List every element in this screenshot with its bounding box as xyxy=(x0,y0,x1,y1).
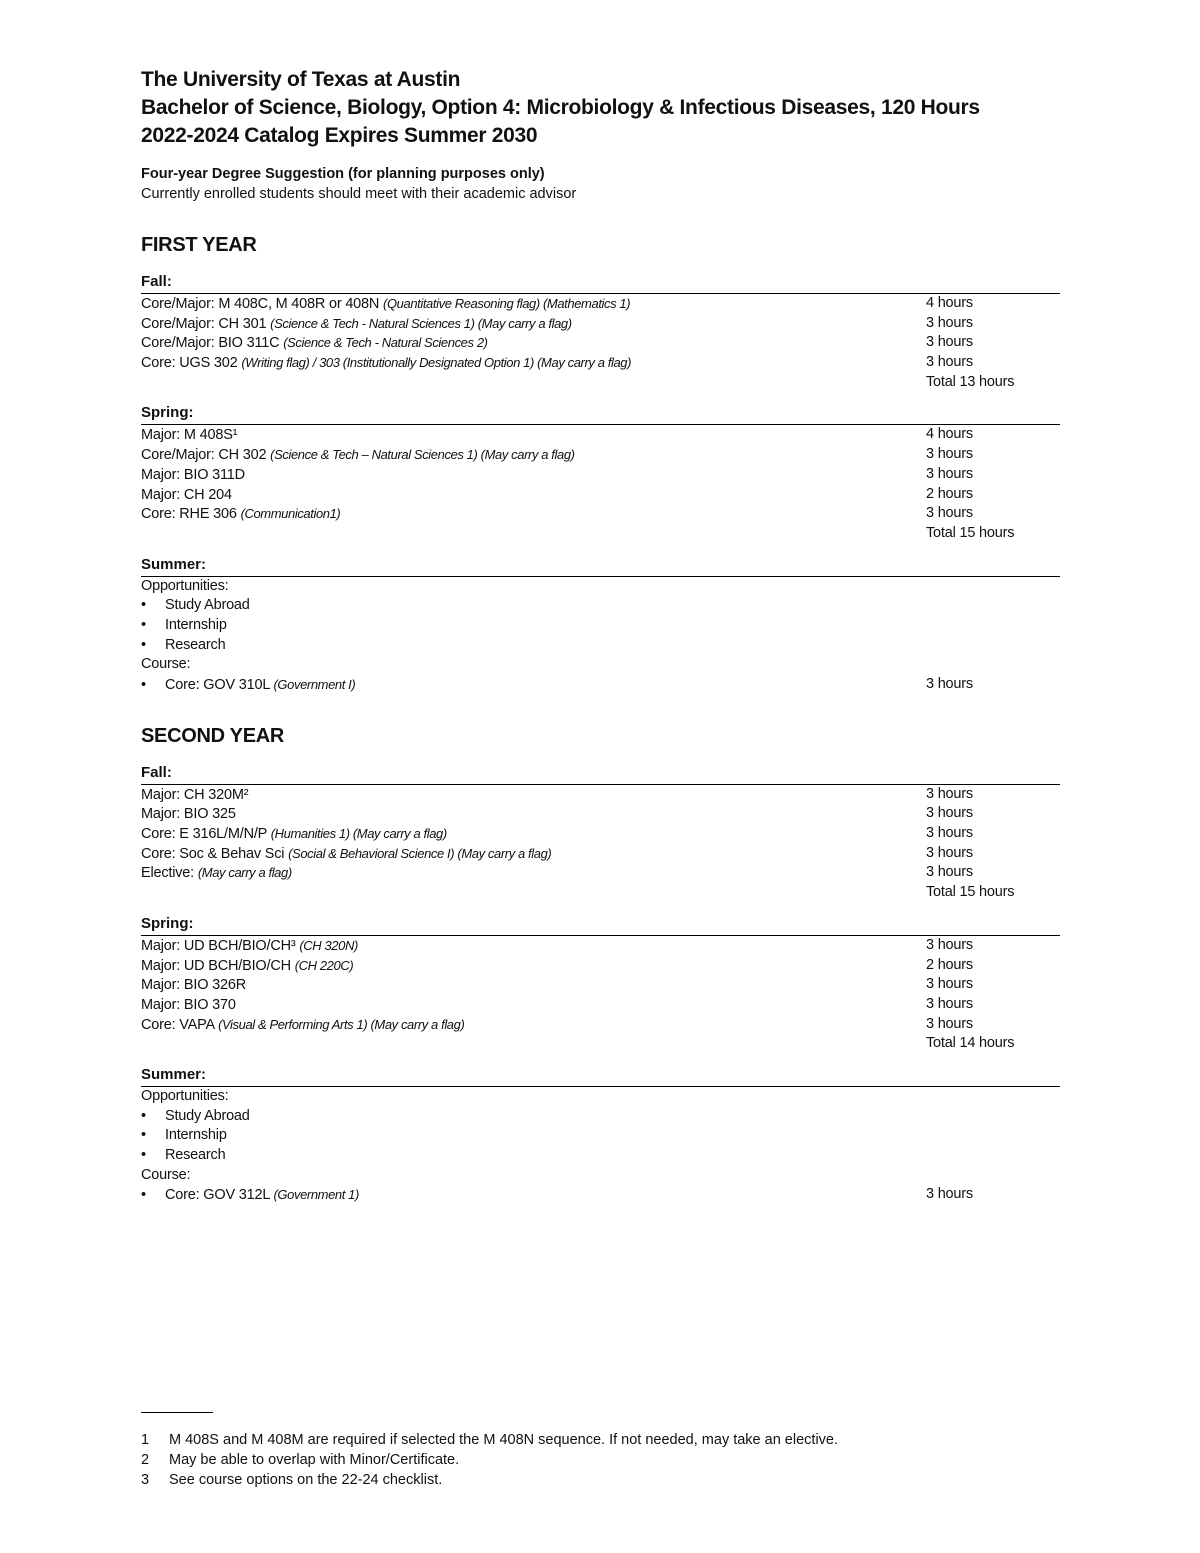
course-hours: 3 hours xyxy=(926,864,973,881)
course-name: Major: BIO 370 xyxy=(141,996,236,1013)
course-hours: 4 hours xyxy=(926,295,973,311)
course-name: Core/Major: BIO 311C xyxy=(141,335,284,352)
course-note: (Science & Tech – Natural Sciences 1) (May carry a flag) xyxy=(270,447,575,463)
term-heading: Spring: xyxy=(141,404,1060,425)
course-hours: 3 hours xyxy=(926,676,973,692)
course-hours: 3 hours xyxy=(926,936,973,953)
course-note: (Government I) xyxy=(273,677,356,692)
course-row xyxy=(141,804,1060,824)
course-name: Core: UGS 302 xyxy=(141,355,242,372)
term-heading: Fall: xyxy=(141,273,1060,294)
footnote xyxy=(141,1430,838,1450)
course-note: (May carry a flag) xyxy=(197,865,292,881)
footnote-number: 3 xyxy=(141,1472,150,1488)
course-row xyxy=(141,975,1060,995)
course-hours: 3 hours xyxy=(926,334,973,351)
course-row xyxy=(141,445,1060,465)
course-hours: 3 hours xyxy=(926,785,973,802)
course-hours: 3 hours xyxy=(926,805,973,822)
course-name: Elective: xyxy=(141,865,198,882)
course-row xyxy=(141,333,1060,353)
first-year-summer xyxy=(141,556,1060,695)
course-name: Core: Soc & Behav Sci xyxy=(141,845,289,862)
list-item: • Study Abroad xyxy=(141,596,1060,616)
second-year-heading: SECOND YEAR xyxy=(141,724,285,747)
term-total: Total 15 hours xyxy=(926,884,1015,901)
course-note: (Writing flag) / 303 (Institutionally Designated Option 1) (May carry a flag) xyxy=(241,355,632,371)
course-hours: 3 hours xyxy=(926,314,973,331)
second-year-summer xyxy=(141,1066,1060,1205)
footnote-text: May be able to overlap with Minor/Certificate. xyxy=(169,1452,460,1468)
course-hours: 3 hours xyxy=(926,465,973,482)
course-name: Major: UD BCH/BIO/CH³ xyxy=(141,937,300,954)
bullet-icon: • xyxy=(141,1127,146,1144)
list-item: • Study Abroad xyxy=(141,1107,1060,1127)
course-row xyxy=(141,785,1060,805)
course-name: Major: M 408S¹ xyxy=(141,427,238,444)
intro-subtext: Currently enrolled students should meet with their academic advisor xyxy=(141,186,577,202)
footnotes xyxy=(141,1430,838,1490)
bullet-icon: • xyxy=(141,1107,146,1124)
course-hours: 3 hours xyxy=(926,976,973,993)
catalog-info: 2022-2024 Catalog Expires Summer 2030 xyxy=(141,124,538,147)
course-note: (Science & Tech - Natural Sciences 2) xyxy=(283,335,488,351)
intro-heading: Four-year Degree Suggestion (for planning purposes only) xyxy=(141,166,545,182)
intro xyxy=(141,164,1060,204)
course-label: Course: xyxy=(141,656,191,673)
course-name: Major: CH 204 xyxy=(141,486,232,503)
course-name: Major: BIO 325 xyxy=(141,806,236,823)
course-name: Core: GOV 312L xyxy=(165,1187,274,1204)
list-item: • Internship xyxy=(141,616,1060,636)
term-total-row xyxy=(141,883,1060,903)
footnote-number: 1 xyxy=(141,1432,150,1448)
bullet-icon: • xyxy=(141,597,146,614)
degree-title: Bachelor of Science, Biology, Option 4: Microbiology & Infectious Diseases, 120 Hours xyxy=(141,96,980,119)
degree-plan-page xyxy=(141,66,1060,1205)
course-note: (Quantitative Reasoning flag) (Mathematics 1) xyxy=(383,296,631,311)
university-name: The University of Texas at Austin xyxy=(141,68,461,91)
course-name: Major: BIO 311D xyxy=(141,466,245,483)
course-hours: 4 hours xyxy=(926,426,973,443)
course-hours: 3 hours xyxy=(926,446,973,463)
term-total-row xyxy=(141,1034,1060,1054)
course-note: (Humanities 1) (May carry a flag) xyxy=(270,826,447,842)
course-name: Core: RHE 306 xyxy=(141,506,241,523)
term-total: Total 14 hours xyxy=(926,1035,1015,1052)
course-row xyxy=(141,824,1060,844)
bullet-icon: • xyxy=(141,1187,146,1204)
course-label: Course: xyxy=(141,1166,191,1183)
bullet-icon: • xyxy=(141,616,146,633)
course-hours: 3 hours xyxy=(926,1186,973,1203)
course-hours: 3 hours xyxy=(926,825,973,842)
course-hours: 3 hours xyxy=(926,505,973,522)
course-hours: 3 hours xyxy=(926,844,973,861)
course-row xyxy=(141,294,1060,314)
course-hours: 3 hours xyxy=(926,1015,973,1032)
second-year-spring xyxy=(141,915,1060,1054)
bullet-icon: • xyxy=(141,636,146,653)
first-year-spring xyxy=(141,404,1060,543)
course-note: (Social & Behavioral Science I) (May carry a flag) xyxy=(288,845,552,861)
course-name: Major: CH 320M² xyxy=(141,786,249,803)
course-note: (Visual & Performing Arts 1) (May carry a flag) xyxy=(218,1016,465,1032)
opportunities-label: Opportunities: xyxy=(141,1087,229,1104)
course-row xyxy=(141,956,1060,976)
first-year-fall xyxy=(141,273,1060,392)
course-row xyxy=(141,425,1060,445)
course-row xyxy=(141,995,1060,1015)
term-total-row xyxy=(141,524,1060,544)
footnote-divider xyxy=(141,1412,213,1413)
list-item: • Research xyxy=(141,1146,1060,1166)
course-note: (CH 220C) xyxy=(294,957,354,973)
course-row xyxy=(141,844,1060,864)
opportunities-label: Opportunities: xyxy=(141,577,229,594)
course-note: (Science & Tech - Natural Sciences 1) (May carry a flag) xyxy=(270,315,572,331)
course-name: Major: BIO 326R xyxy=(141,977,246,994)
list-item: • Internship xyxy=(141,1126,1060,1146)
course-name: Core/Major: CH 301 xyxy=(141,315,271,332)
course-row xyxy=(141,675,1060,695)
course-row xyxy=(141,504,1060,524)
course-row xyxy=(141,936,1060,956)
course-name: Core/Major: CH 302 xyxy=(141,447,271,464)
footnote-number: 2 xyxy=(141,1452,150,1468)
term-heading: Spring: xyxy=(141,915,1060,936)
term-total: Total 15 hours xyxy=(926,524,1015,541)
course-hours: 3 hours xyxy=(926,354,973,371)
bullet-icon: • xyxy=(141,677,146,693)
course-name: Core/Major: M 408C, M 408R or 408N xyxy=(141,296,384,312)
course-row xyxy=(141,863,1060,883)
course-hours: 2 hours xyxy=(926,485,973,502)
second-year-fall xyxy=(141,764,1060,903)
course-name: Major: UD BCH/BIO/CH xyxy=(141,957,295,974)
first-year-heading: FIRST YEAR xyxy=(141,234,257,256)
course-row xyxy=(141,1015,1060,1035)
course-row xyxy=(141,465,1060,485)
course-note: (Government 1) xyxy=(273,1187,359,1203)
course-name: Core: VAPA xyxy=(141,1016,219,1033)
term-total-row xyxy=(141,373,1060,393)
course-note: (CH 320N) xyxy=(299,937,358,953)
course-row xyxy=(141,485,1060,505)
term-heading: Fall: xyxy=(141,764,1060,785)
course-note: (Communication1) xyxy=(240,506,341,522)
document-header xyxy=(141,66,1060,150)
list-item: • Research xyxy=(141,636,1060,656)
footnote xyxy=(141,1470,838,1490)
course-hours: 2 hours xyxy=(926,956,973,973)
term-heading: Summer: xyxy=(141,556,1060,577)
bullet-icon: • xyxy=(141,1147,146,1163)
course-row xyxy=(141,314,1060,334)
course-row xyxy=(141,353,1060,373)
footnote-text: M 408S and M 408M are required if selected the M 408N sequence. If not needed, may take an elective. xyxy=(169,1432,839,1448)
course-hours: 3 hours xyxy=(926,995,973,1012)
term-heading: Summer: xyxy=(141,1066,1060,1087)
course-name: Core: GOV 310L xyxy=(165,677,274,693)
course-name: Core: E 316L/M/N/P xyxy=(141,826,271,843)
course-row xyxy=(141,1185,1060,1205)
footnote-text: See course options on the 22-24 checklist. xyxy=(169,1472,443,1488)
footnote xyxy=(141,1450,838,1470)
term-total: Total 13 hours xyxy=(926,373,1015,390)
